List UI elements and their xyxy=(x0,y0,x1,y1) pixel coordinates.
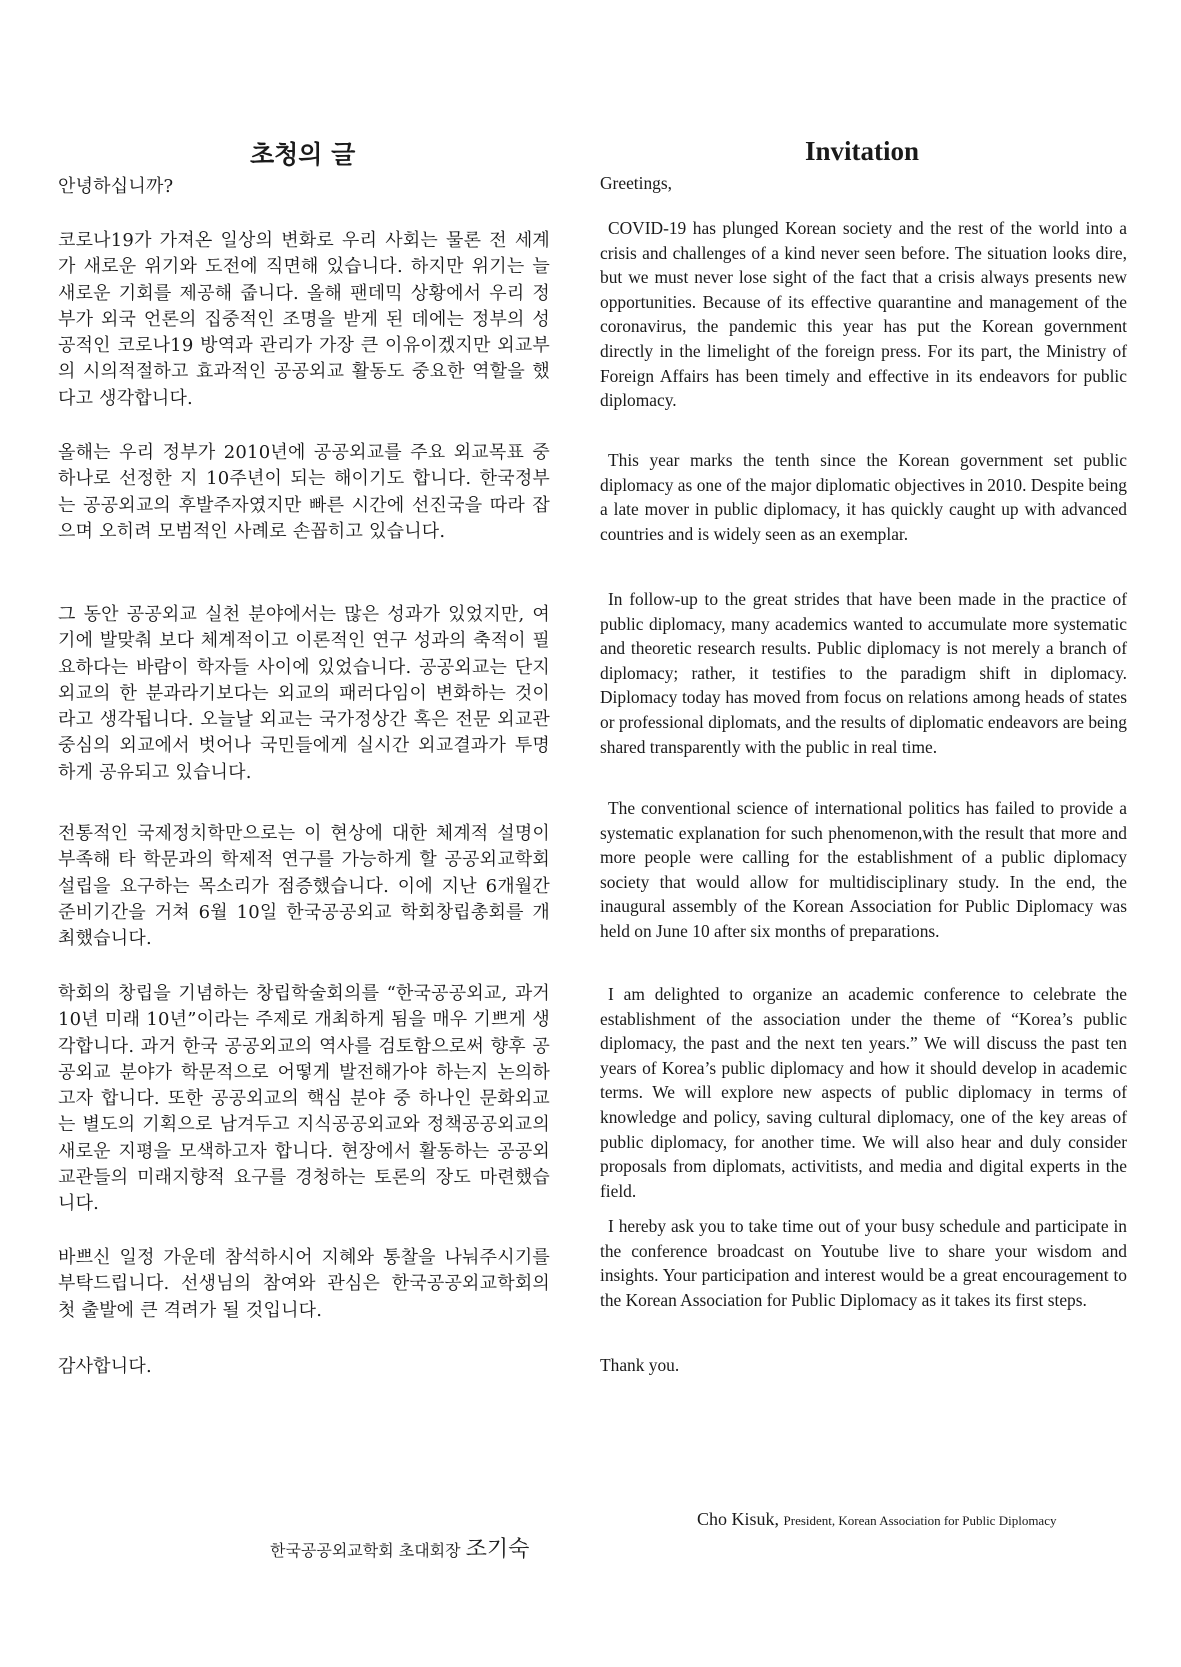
korean-paragraph: 그 동안 공공외교 실천 분야에서는 많은 성과가 있었지만, 여기에 발맞춰 보다 체계적이고 이론적인 연구 성과의 축적이 필요하다는 바람이 학자들 사이에 있었습니다. 공공외교는 단지 외교의 한 분과라기보다는 외교의 패러다임이 변화하는 것이라고 생각됩니다. 오늘날 외교는 국가정상간 혹은 전문 외교관 중심의 외교에서 벗어나 국민들에게 실시간 외교결과가 투명하게 공유되고 있습니다. xyxy=(58,604,550,783)
english-greeting: Greetings, xyxy=(600,173,672,193)
korean-closing: 감사합니다. xyxy=(58,1356,152,1377)
english-paragraph: In follow-up to the great strides that have been made in the practice of public diplomacy, many academics wanted to accumulate more systematic and theoretic research results. Public diplomacy is not merely a branch of diplomacy; rather, it testifies to the paradigm shift in diplomacy. Diplomacy today has moved from focus on relations among heads of states or professional diplomats, and the results of diplomatic endeavors are being shared transparently with the public in real time. xyxy=(600,589,1127,757)
korean-title: 초청의 글 xyxy=(250,139,356,169)
korean-paragraph: 코로나19가 가져온 일상의 변화로 우리 사회는 물론 전 세계가 새로운 위기와 도전에 직면해 있습니다. 하지만 위기는 늘 새로운 기회를 제공해 줍니다. 올해 팬데믹 상황에서 우리 정부가 외국 언론의 집중적인 조명을 받게 된 데에는 정부의 성공적인 코로나19 방역과 관리가 가장 큰 이유이겠지만 외교부의 시의적절하고 효과적인 공공외교 활동도 중요한 역할을 했다고 생각합니다. xyxy=(58,230,550,409)
english-signature xyxy=(697,1509,1056,1530)
english-paragraph: I hereby ask you to take time out of your busy schedule and participate in the conference broadcast on Youtube live to share your wisdom and insights. Your participation and interest would be a great encouragement to the Korean Association for Public Diplomacy as it takes its first steps. xyxy=(600,1216,1127,1310)
english-paragraph: The conventional science of international politics has failed to provide a systematic explanation for such phenomenon,with the result that more and more people were calling for the establishment of a public diplomacy society that would allow for multidisciplinary study. In the end, the inaugural assembly of the Korean Association for Public Diplomacy was held on June 10 after six months of preparations. xyxy=(600,798,1127,941)
english-paragraph: COVID-19 has plunged Korean society and the rest of the world into a crisis and challenges of a kind never seen before. The situation looks dire, but we must never lose sight of the fact that a crisis always presents new opportunities. Because of its effective quarantine and management of the coronavirus, the pandemic this year has put the Korean government directly in the limelight of the foreign press. For its part, the Ministry of Foreign Affairs has been timely and effective in its endeavors for public diplomacy. xyxy=(600,218,1127,411)
signature-organization: 한국공공외교학회 초대회장 xyxy=(270,1541,461,1560)
english-closing: Thank you. xyxy=(600,1355,680,1375)
signature-role: President, Korean Association for Public Diplomacy xyxy=(783,1513,1057,1528)
korean-paragraph: 학회의 창립을 기념하는 창립학술회의를 “한국공공외교, 과거 10년 미래 10년”이라는 주제로 개최하게 됨을 매우 기쁘게 생각합니다. 과거 한국 공공외교의 역사를 검토함으로써 향후 공공외교 분야가 학문적으로 어떻게 발전해가야 하는지 논의하고자 합니다. 또한 공공외교의 핵심 분야 중 하나인 문화외교는 별도의 기획으로 남겨두고 지식공공외교와 정책공공외교의 새로운 지평을 모색하고자 합니다. 현장에서 활동하는 공공외교관들의 미래지향적 요구를 경청하는 토론의 장도 마련했습니다. xyxy=(58,983,550,1215)
korean-paragraph: 바쁘신 일정 가운데 참석하시어 지혜와 통찰을 나눠주시기를 부탁드립니다. 선생님의 참여와 관심은 한국공공외교학회의 첫 출발에 큰 격려가 될 것입니다. xyxy=(58,1247,550,1321)
english-paragraph: I am delighted to organize an academic conference to celebrate the establishment of the association under the theme of “Korea’s public diplomacy, the past and the next ten years.” We will discuss the past ten years of Korea’s public diplomacy and how it should develop in academic terms. We will explore new aspects of public diplomacy in terms of knowledge and policy, saving cultural diplomacy, one of the key areas of public diplomacy, for another time. We will also hear and duly consider proposals from diplomats, activitists, and media and digital experts in the field. xyxy=(600,984,1127,1201)
signature-name-en: Cho Kisuk, xyxy=(697,1509,780,1529)
korean-paragraph: 올해는 우리 정부가 2010년에 공공외교를 주요 외교목표 중 하나로 선정한 지 10주년이 되는 해이기도 합니다. 한국정부는 공공외교의 후발주자였지만 빠른 시간에 선진국을 따라 잡으며 오히려 모범적인 사례로 손꼽히고 있습니다. xyxy=(58,442,550,542)
korean-signature xyxy=(270,1532,529,1563)
english-paragraph: This year marks the tenth since the Korean government set public diplomacy as one of the major diplomatic objectives in 2010. Despite being a late mover in public diplomacy, it has quickly caught up with advanced countries and is widely seen as an exemplar. xyxy=(600,450,1127,544)
english-title: Invitation xyxy=(805,136,920,167)
korean-paragraph: 전통적인 국제정치학만으로는 이 현상에 대한 체계적 설명이 부족해 타 학문과의 학제적 연구를 가능하게 할 공공외교학회 설립을 요구하는 목소리가 점증했습니다. 이에 지난 6개월간 준비기간을 거쳐 6월 10일 한국공공외교 학회창립총회를 개최했습니다. xyxy=(58,823,550,950)
korean-greeting: 안녕하십니까? xyxy=(58,176,174,197)
signature-name: 조기숙 xyxy=(465,1537,530,1562)
